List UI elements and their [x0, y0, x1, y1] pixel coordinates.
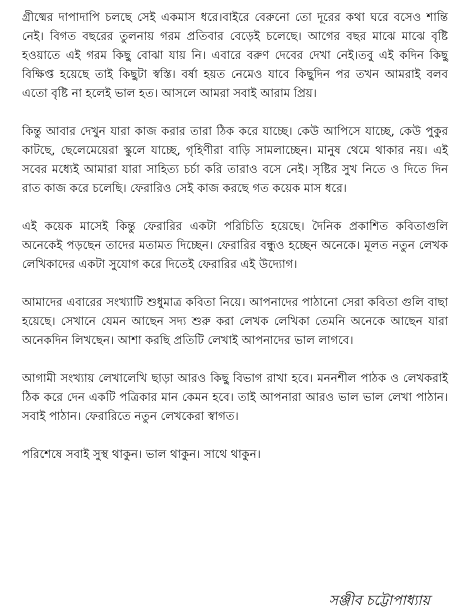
paragraph-poetry-issue: আমাদের এবারের সংখ্যাটি শুধুমাত্র কবিতা নিয়ে। আপনাদের পাঠানো সেরা কবিতা গুলি বাছা হয়েছে। সেখানে যেমন আছেন সদ্য শুরু করা লেখক লেখিকা তেমনি অনেকে আছেন যারা অনেকদিন লিখছেন। আশা করছি প্রতিটি লেখাই আপনাদের ভাল লাগবে।	[22, 295, 448, 347]
paragraph-closing: পরিশেষে সবাই সুস্থ থাকুন। ভাল থাকুন। সাথে থাকুন।	[22, 447, 261, 461]
paragraph-ferari-recognition: এই কয়েক মাসেই কিন্তু ফেরারির একটা পরিচিতি হয়েছে। দৈনিক প্রকাশিত কবিতাগুলি অনেকেই পড়ছেন তাদের মতামত দিচ্ছেন। ফেরারির বন্ধুও হচ্ছেন অনেকে। মূলত নতুন লেখক লেখিকাদের একটা সুযোগ করে দিতেই ফেরারির এই উদ্যোগ।	[22, 219, 448, 271]
editor-signature: সঞ্জীব চট্টোপাধ্যায়	[328, 593, 430, 609]
letter-body	[22, 8, 448, 483]
paragraph-work-goes-on: কিন্তু আবার দেখুন যারা কাজ করার তারা ঠিক করে যাচ্ছে। কেউ আপিসে যাচ্ছে, কেউ পুকুর কাটছে, ছেলেমেয়েরা স্কুলে যাচ্ছে, গৃহিণীরা বাড়ি সামলাচ্ছেন। মানুষ থেমে থাকার নয়। এই সবের মধ্যেই আমারা যারা সাহিত্য চর্চা করি তারাও বসে নেই। সৃষ্টির সুখ নিতে ও দিতে দিন রাত কাজ করে চলেছি। ফেরারিও সেই কাজ করছে গত কয়েক মাস ধরে।	[22, 124, 448, 195]
paragraph-summer-heat: গ্রীষ্মের দাপাদাপি চলছে সেই একমাস ধরে।বাইরে বেরুনো তো দূরের কথা ঘরে বসেও শান্তি নেই। বিগত বছরের তুলনায় গরম প্রতিবার বেড়েই চলেছে। আগের বছর মাঝে মাঝে বৃষ্টি হওয়াতে এই গরম কিছু বোঝা যায় নি। এবারে বরুণ দেবের দেখা নেই।তবু এই কদিন কিছু বিক্ষিপ্ত হয়েছে তাই কিছুটা স্বস্তি। বর্ষা হয়ত নেমেও যাবে কিছুদিন পর তখন আমরাই বলব এতো বৃষ্টি না হলেই ভাল হত। আসলে আমরা সবাই আরাম প্রিয়।	[22, 10, 448, 100]
paragraph-next-issue: আগামী সংখ্যায় লেখালেখি ছাড়া আরও কিছু বিভাগ রাখা হবে। মননশীল পাঠক ও লেখকরাই ঠিক করে দেন একটি পত্রিকার মান কেমন হবে। তাই আপনারা আরও ভাল ভাল লেখা পাঠান। সবাই পাঠান। ফেরারিতে নতুন লেখকেরা স্বাগত।	[22, 371, 448, 423]
